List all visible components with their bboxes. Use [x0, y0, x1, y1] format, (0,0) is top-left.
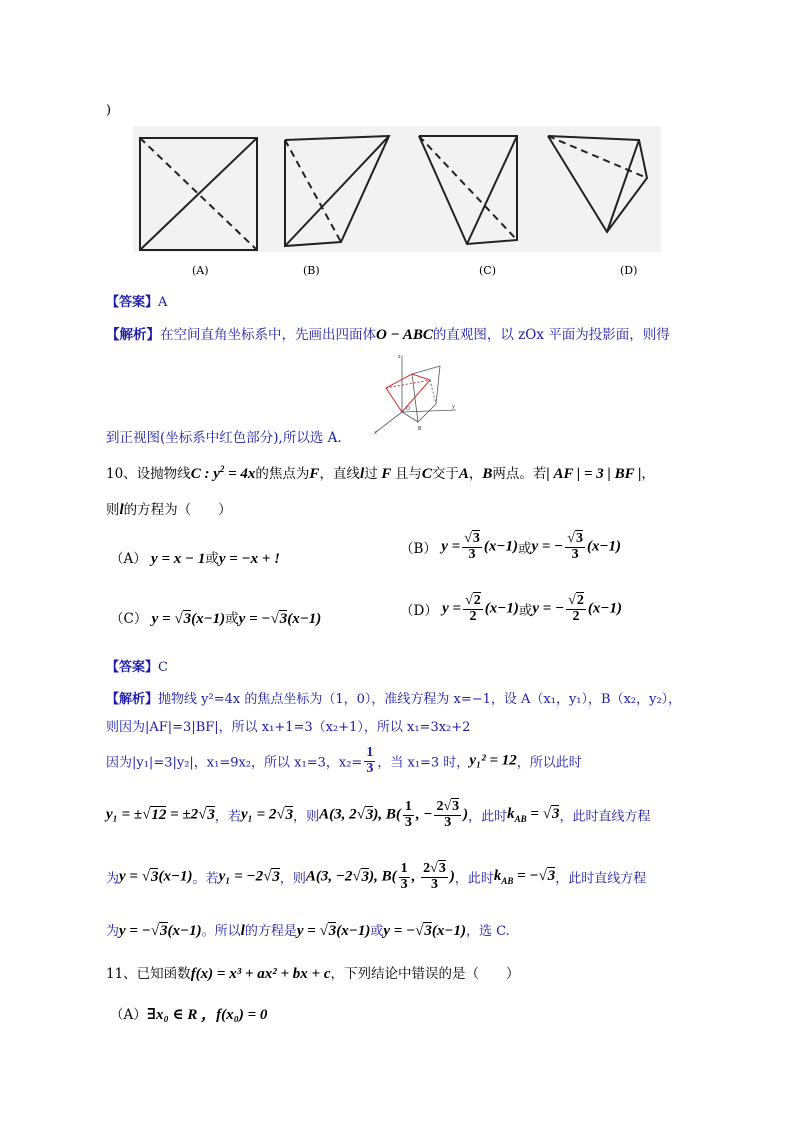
- tetrahedron-3d-diagram: [372, 352, 460, 436]
- view-b-drawing: [285, 136, 389, 246]
- figure-label-d: (D): [620, 264, 638, 277]
- svg-text:B: B: [418, 426, 422, 432]
- view-d-drawing: [548, 136, 647, 232]
- q10-analysis-line1: 【解析】抛物线 y²=4x 的焦点坐标为（1，0），准线方程为 x=−1，设 A（x₁，y₁），B（x₂，y₂），: [106, 692, 682, 707]
- q10-analysis-line5: 为y = √3(x−1)。若y₁ = −2√3，则A(3, −2√3), B( $\frac{1}{3}$ , $\frac{2√3}{3}$ )，此时$k_{AB} = -√3$，此时直线方程: [106, 861, 647, 892]
- continued-paren: ): [106, 103, 112, 118]
- q11-option-a: （A）∃x₀ ∈ R ，f(x₀) = 0: [110, 1007, 268, 1023]
- q10-stem-line2: 则l的方程为（ ）: [106, 502, 232, 518]
- q10-stem-line1: 10、设抛物线C : $y^2 = 4x$的焦点为F，直线l过 F 且与C交于A，B两点。若| AF | = 3 | BF |，: [106, 464, 655, 482]
- q9-analysis-line1: 【解析】在空间直角坐标系中，先画出四面体O − ABC的直观图，以 zOx 平面为投影面，则得: [106, 327, 670, 343]
- q10-analysis-line4: y₁ = ±√12 = ±2√3，若y₁ = 2√3，则A(3, 2√3), B( $\frac{1}{3}$ , − $\frac{2√3}{3}$ )，此时$k_{AB} = √3$，此时直线方程: [106, 799, 651, 830]
- view-a-drawing: [140, 138, 257, 250]
- q9-answer: A: [158, 295, 168, 310]
- q10-analysis-line3: 因为|y₁|=3|y₂|，x₁=9x₂，所以 x₁=3，x₂= $\frac{1}{3}$ ，当 x₁=3 时，y₁² = 12，所以此时: [106, 745, 582, 776]
- svg-text:x: x: [374, 430, 377, 436]
- q10-option-b: （B） y = $\frac{√3}{3}$ (x−1)或y = − $\frac{√3}{3}$ (x−1): [400, 531, 622, 562]
- svg-text:z: z: [398, 354, 401, 360]
- q9-answer-tag: 【答案】: [106, 295, 159, 310]
- q10-analysis-line2: 则因为|AF|=3|BF|，所以 x₁+1=3（x₂+1），所以 x₁=3x₂+2: [106, 720, 471, 735]
- q10-option-a: （A） y = x − 1或y = −x + !: [110, 551, 281, 567]
- view-c-drawing: [419, 136, 517, 244]
- figure-label-a: (A): [192, 264, 209, 277]
- q10-option-c: （C） y = √3(x−1)或y = −√3(x−1): [110, 611, 322, 627]
- q10-answer-line: 【答案】C: [106, 660, 168, 675]
- q9-analysis-line2: 到正视图(坐标系中红色部分),所以选 A.: [106, 430, 342, 446]
- svg-text:y: y: [452, 404, 455, 410]
- q9-answer-line: [106, 291, 167, 310]
- views-figure-svg: [133, 126, 661, 252]
- svg-text:O: O: [406, 406, 410, 412]
- q11-stem: 11、已知函数f(x) = x³ + ax² + bx + c，下列结论中错误的是（ ）: [106, 966, 520, 982]
- figure-label-b: (B): [303, 264, 320, 277]
- q10-option-d: （D） y = $\frac{√2}{2}$ (x−1)或y = − $\frac{√2}{2}$ (x−1): [400, 593, 622, 624]
- figure-label-c: (C): [479, 264, 496, 277]
- q10-analysis-line6: 为y = −√3(x−1)。所以l的方程是y = √3(x−1)或y = −√3(x−1)，选 C.: [106, 923, 510, 939]
